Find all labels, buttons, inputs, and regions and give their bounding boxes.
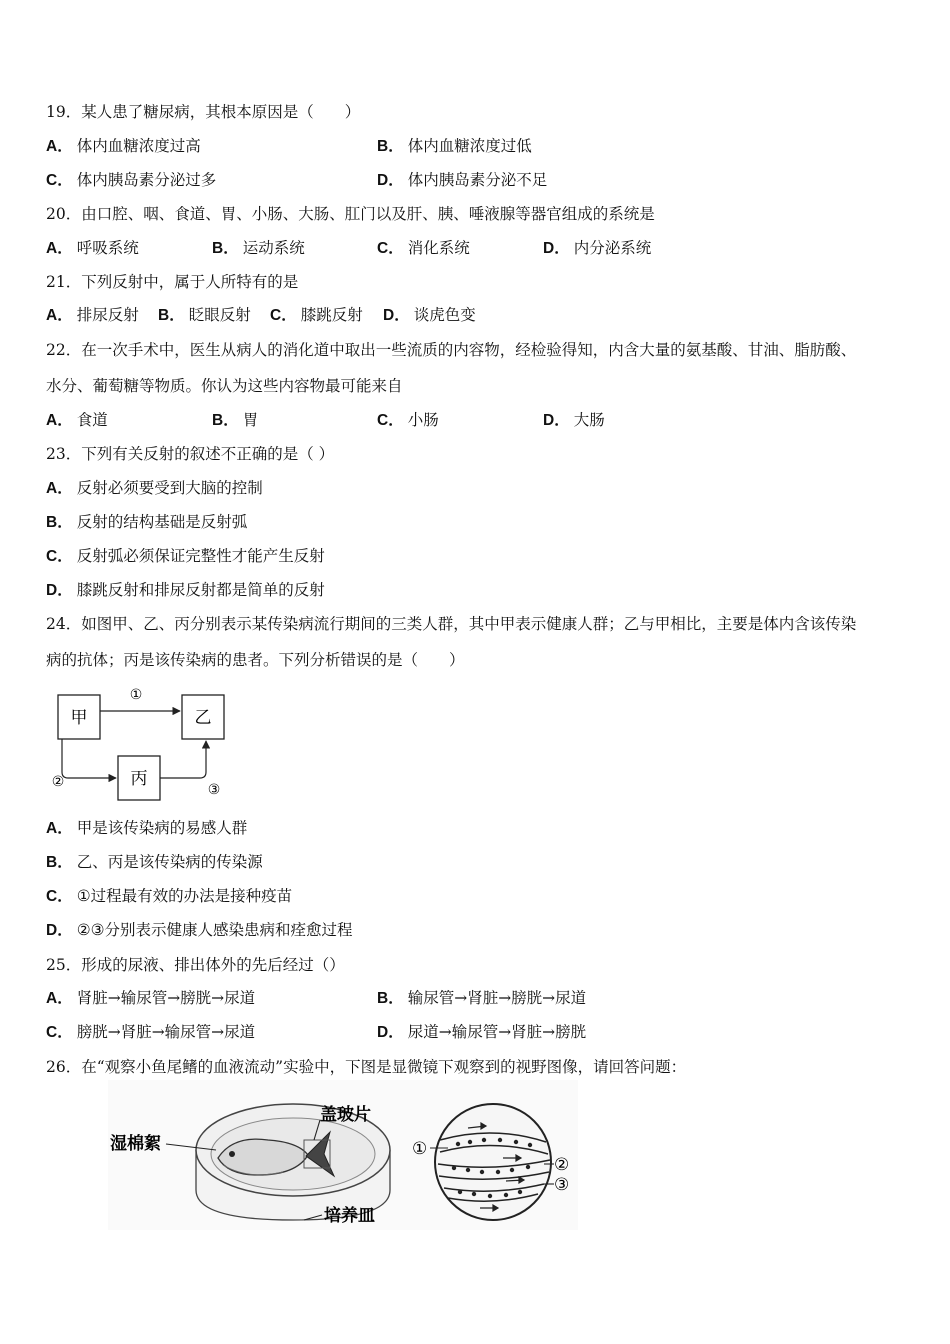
- q19-option-a[interactable]: A． 体内血糖浓度过高: [46, 137, 201, 155]
- box-yi-label: 乙: [194, 708, 212, 728]
- q22-option-a[interactable]: A． 食道: [46, 411, 108, 429]
- q21-stem: 21．下列反射中，属于人所特有的是: [46, 273, 299, 291]
- q23-option-b[interactable]: B． 反射的结构基础是反射弧: [46, 513, 248, 531]
- q21-option-a[interactable]: A． 排尿反射: [46, 306, 139, 324]
- q25-stem: 25．形成的尿液、排出体外的先后经过（）: [46, 956, 345, 974]
- arrow-2: [62, 739, 116, 778]
- label-2: ②: [51, 774, 65, 790]
- q24-option-d[interactable]: D． ②③分别表示健康人感染患病和痊愈过程: [46, 921, 353, 939]
- q26-stem: 26．在“观察小鱼尾鳍的血液流动”实验中，下图是显微镜下观察到的视野图像，请回答问题：: [46, 1058, 687, 1076]
- fish-eye: [229, 1151, 235, 1157]
- q20-option-b[interactable]: B． 运动系统: [212, 239, 305, 257]
- microscope-field-of-view: [435, 1104, 551, 1220]
- q22-option-b[interactable]: B． 胃: [212, 411, 259, 429]
- q23-option-a[interactable]: A． 反射必须要受到大脑的控制: [46, 479, 263, 497]
- q20-option-d[interactable]: D． 内分泌系统: [543, 239, 652, 257]
- q20-stem: 20．由口腔、咽、食道、胃、小肠、大肠、肛门以及肝、胰、唾液腺等器官组成的系统是: [46, 205, 655, 223]
- q21-option-b[interactable]: B． 眨眼反射: [158, 306, 251, 324]
- q24-option-a[interactable]: A． 甲是该传染病的易感人群: [46, 819, 248, 837]
- q24-option-c[interactable]: C． ①过程最有效的办法是接种疫苗: [46, 887, 293, 905]
- fov-label-2: ②: [554, 1155, 570, 1175]
- q20-option-a[interactable]: A． 呼吸系统: [46, 239, 139, 257]
- label-3: ③: [207, 782, 221, 798]
- q22-option-c[interactable]: C． 小肠: [377, 411, 439, 429]
- q19-option-c[interactable]: C． 体内胰岛素分泌过多: [46, 171, 217, 189]
- q25-option-a[interactable]: A． 肾脏→输尿管→膀胱→尿道: [46, 989, 256, 1007]
- q21-option-d[interactable]: D． 谈虎色变: [383, 306, 476, 324]
- q24-stem-line2: 病的抗体；丙是该传染病的患者。下列分析错误的是（ ）: [46, 651, 465, 669]
- box-jia-label: 甲: [70, 708, 88, 728]
- q24-option-b[interactable]: B． 乙、丙是该传染病的传染源: [46, 853, 263, 871]
- fov-label-1: ①: [412, 1139, 428, 1159]
- q24-diagram: [46, 684, 246, 802]
- fov-label-3: ③: [554, 1175, 570, 1195]
- q20-option-c[interactable]: C． 消化系统: [377, 239, 470, 257]
- q25-option-c[interactable]: C． 膀胱→肾脏→输尿管→尿道: [46, 1023, 256, 1041]
- q19-option-d[interactable]: D． 体内胰岛素分泌不足: [377, 171, 548, 189]
- q25-option-d[interactable]: D． 尿道→输尿管→肾脏→膀胱: [377, 1023, 587, 1041]
- q24-stem-line1: 24．如图甲、乙、丙分别表示某传染病流行期间的三类人群，其中甲表示健康人群；乙与甲相比，主要是体内含该传染: [46, 615, 857, 633]
- wet-cotton-label: 湿棉絮: [110, 1134, 161, 1154]
- q22-option-d[interactable]: D． 大肠: [543, 411, 605, 429]
- q19-stem: 19．某人患了糖尿病，其根本原因是（ ）: [46, 103, 361, 121]
- dish-label: 培养皿: [324, 1206, 375, 1226]
- q26-figure: [108, 1080, 578, 1230]
- cover-slip-label: 盖玻片: [320, 1105, 371, 1125]
- box-bing-label: 丙: [130, 769, 148, 789]
- q23-option-d[interactable]: D． 膝跳反射和排尿反射都是简单的反射: [46, 581, 325, 599]
- q21-option-c[interactable]: C． 膝跳反射: [270, 306, 363, 324]
- q23-option-c[interactable]: C． 反射弧必须保证完整性才能产生反射: [46, 547, 325, 565]
- q22-stem-line1: 22．在一次手术中，医生从病人的消化道中取出一些流质的内容物，经检验得知，内含大量的氨基酸、甘油、脂肪酸、: [46, 341, 857, 359]
- q19-option-b[interactable]: B． 体内血糖浓度过低: [377, 137, 532, 155]
- q25-option-b[interactable]: B． 输尿管→肾脏→膀胱→尿道: [377, 989, 587, 1007]
- q22-stem-line2: 水分、葡萄糖等物质。你认为这些内容物最可能来自: [46, 377, 403, 395]
- arrow-3: [160, 741, 206, 778]
- q23-stem: 23．下列有关反射的叙述不正确的是（ ）: [46, 445, 335, 463]
- label-1: ①: [129, 687, 143, 703]
